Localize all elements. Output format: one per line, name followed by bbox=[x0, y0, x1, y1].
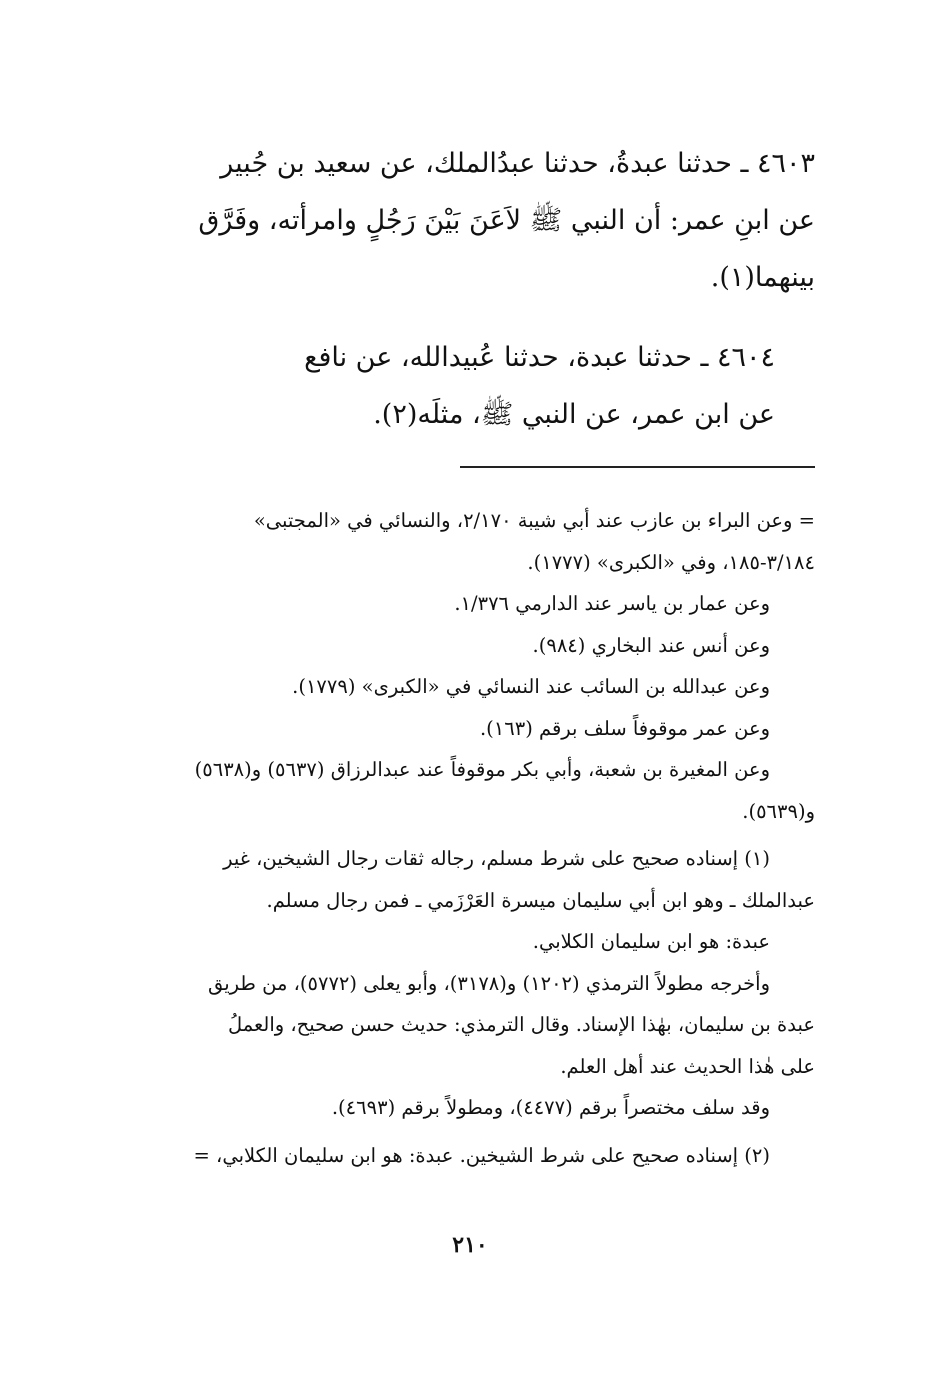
footnote-continued-line-2: ٣/١٨٤-١٨٥، وفي «الكبرى» (١٧٧٧). bbox=[527, 550, 815, 574]
footnote-divider bbox=[460, 466, 815, 468]
footnote-2-line-1: (٢) إسناده صحيح على شرط الشيخين. عبدة: هو ابن سليمان الكلابي، = bbox=[193, 1143, 770, 1167]
footnote-continued-line-3: وعن عمار بن ياسر عند الدارمي ١/٣٧٦. bbox=[454, 592, 770, 615]
footnotes bbox=[110, 500, 815, 1176]
footnote-continued-line-7: وعن المغيرة بن شعبة، وأبي بكر موقوفاً عند عبدالرزاق (٥٦٣٧) و(٥٦٣٨) bbox=[194, 758, 770, 781]
hadith-4604-line-1: ٤٦٠٤ ـ حدثنا عبدة، حدثنا عُبيدالله، عن نافع bbox=[304, 342, 775, 373]
hadith-4603-line-3: بينهما(١). bbox=[710, 262, 815, 294]
footnote-1-line-7: وقد سلف مختصراً برقم (٤٤٧٧)، ومطولاً برقم (٤٦٩٣). bbox=[331, 1096, 770, 1119]
footnote-continued-line-5: وعن عبدالله بن السائب عند النسائي في «الكبرى» (١٧٧٩). bbox=[292, 675, 770, 698]
footnote-1-line-6: على هٰذا الحديث عند أهل العلم. bbox=[560, 1054, 815, 1078]
footnote-1-line-5: عبدة بن سليمان، بهٰذا الإسناد. وقال الترمذي: حديث حسن صحيح، والعملُ bbox=[227, 1013, 815, 1036]
hadith-4604 bbox=[110, 336, 815, 450]
hadith-4604-line-2: عن ابن عمر، عن النبي ﷺ، مثلَه(٢). bbox=[373, 399, 775, 431]
footnote-1-line-3: عبدة: هو ابن سليمان الكلابي. bbox=[532, 930, 770, 953]
footnote-1-line-1: (١) إسناده صحيح على شرط مسلم، رجاله ثقات رجال الشيخين، غير bbox=[223, 847, 770, 870]
page-number: ٢١٠ bbox=[452, 1232, 488, 1258]
footnote-1-line-4: وأخرجه مطولاً الترمذي (١٢٠٢) و(٣١٧٨)، وأبو يعلى (٥٧٧٢)، من طريق bbox=[207, 971, 770, 995]
hadith-4603-line-2: عن ابنِ عمر: أن النبي ﷺ لاَعَنَ بَيْنَ رَجُلٍ وامرأته، وفَرَّق bbox=[198, 205, 815, 237]
hadith-4603 bbox=[110, 142, 815, 314]
hadith-4603-line-1: ٤٦٠٣ ـ حدثنا عبدةُ، حدثنا عبدُالملك، عن سعيد بن جُبير bbox=[220, 148, 815, 179]
footnote-continued-line-6: وعن عمر موقوفاً سلف برقم (١٦٣). bbox=[479, 716, 770, 740]
footnote-continued-line-4: وعن أنس عند البخاري (٩٨٤). bbox=[532, 633, 770, 657]
footnote-1-line-2: عبدالملك ـ وهو ابن أبي سليمان ميسرة العَرْزَمي ـ فمن رجال مسلم. bbox=[266, 888, 815, 912]
footnote-continued-line-1: = وعن البراء بن عازب عند أبي شيبة ٢/١٧٠، والنسائي في «المجتبى» bbox=[253, 509, 815, 532]
footnote-continued-line-8: و(٥٦٣٩). bbox=[742, 799, 815, 823]
